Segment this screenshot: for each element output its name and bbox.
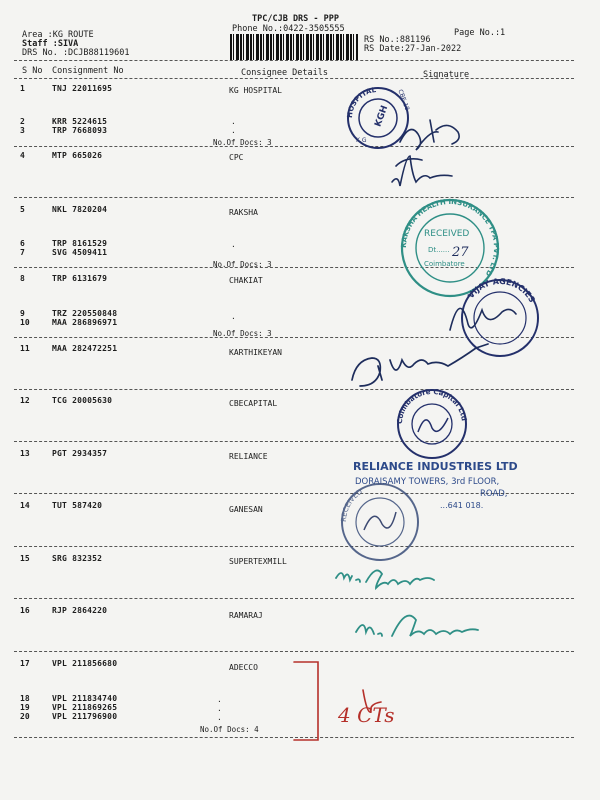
consignment-number: PGT 2934357	[52, 449, 108, 458]
consignment-number: TRZ 220550848	[52, 309, 118, 318]
no-of-docs: No.Of Docs: 4	[200, 725, 259, 734]
svg-text:Coimbatore Capital Ltd	[396, 388, 468, 424]
stamp-text: DORAISAMY TOWERS, 3rd FLOOR,	[355, 477, 500, 487]
consignment-number: TRP 6131679	[52, 274, 108, 283]
consignment-number: TNJ 22011695	[52, 84, 113, 93]
stamp-text: KGH	[373, 104, 391, 129]
handwritten-note	[294, 662, 381, 740]
row-sno: 4	[20, 151, 25, 160]
svg-text:HOSPITAL	[346, 86, 377, 118]
consignment-number: SRG 832352	[52, 554, 103, 563]
stamp-text: VIJAY AGENCIES	[466, 276, 537, 305]
consignment-number: MTP 665026	[52, 151, 103, 160]
consignment-number: VPL 211869265	[52, 703, 118, 712]
row-sno: 5	[20, 205, 25, 214]
consignee-name: RELIANCE	[229, 452, 268, 461]
row-sno: 2	[20, 117, 25, 126]
row-sno: 11	[20, 344, 30, 353]
no-of-docs: No.Of Docs: 3	[213, 138, 272, 147]
row-sno: 8	[20, 274, 25, 283]
row-sno: 19	[20, 703, 30, 712]
consignee-name: KARTHIKEYAN	[229, 348, 282, 357]
kgh-hospital-stamp	[346, 86, 411, 148]
stamp-text: ROAD,	[480, 489, 508, 499]
consignment-number: KRR 5224615	[52, 117, 108, 126]
page-number: Page No.:1	[454, 28, 506, 38]
received-stamp	[340, 484, 418, 560]
row-sno: 10	[20, 318, 30, 327]
row-sno: 15	[20, 554, 30, 563]
column-header-signature: Signature	[423, 70, 470, 80]
stamp-text: Coimbatore	[424, 260, 465, 268]
signature	[392, 120, 459, 186]
report-title: TPC/CJB DRS - PPP	[252, 14, 339, 24]
consignee-name: KG HOSPITAL	[229, 86, 282, 95]
consignment-number: SVG 4509411	[52, 248, 108, 257]
row-sno: 12	[20, 396, 30, 405]
svg-text:VIJAY AGENCIES	[466, 277, 537, 304]
column-header-sno: S No	[22, 66, 43, 76]
handwritten-number: 27	[452, 245, 469, 260]
area-label: Area :KG ROUTE	[22, 30, 94, 40]
consignment-number: VPL 211856680	[52, 659, 118, 668]
stamp-text: CBE-18	[396, 88, 411, 112]
row-sno: 16	[20, 606, 30, 615]
consignment-number: TRP 8161529	[52, 239, 108, 248]
stamp-text: RAKSHA HEALTH INSURANCE TPA PVT. LTD	[399, 197, 501, 278]
row-sno: 6	[20, 239, 25, 248]
row-sno: 1	[20, 84, 25, 93]
row-sno: 7	[20, 248, 25, 257]
consignment-number: TUT 587420	[52, 501, 103, 510]
svg-text:RECEIVED	[340, 488, 364, 523]
consignment-number: MAA 282472251	[52, 344, 118, 353]
dot-marker: .	[231, 312, 236, 321]
stamp-text: ...641 018.	[440, 501, 484, 510]
row-sno: 9	[20, 309, 25, 318]
consignee-name: GANESAN	[229, 505, 263, 514]
signature	[336, 570, 478, 636]
stamp-text: RELIANCE INDUSTRIES LTD	[353, 460, 518, 473]
row-sno: 3	[20, 126, 25, 135]
signature	[352, 344, 488, 386]
stamp-text: K.G	[356, 137, 367, 144]
signature	[450, 308, 516, 330]
no-of-docs: No.Of Docs: 3	[213, 329, 272, 338]
stamp-text: RECEIVED	[339, 487, 364, 523]
dot-marker: .	[217, 713, 222, 722]
drs-number: DRS No. :DCJB88119601	[22, 48, 130, 58]
consignment-number: TRP 7668093	[52, 126, 108, 135]
stamp-text: RECEIVED	[424, 229, 470, 239]
capital-ltd-stamp	[396, 388, 468, 458]
consignment-number: VPL 211796900	[52, 712, 118, 721]
consignee-name: CHAKIAT	[229, 276, 263, 285]
dot-marker: .	[217, 704, 222, 713]
handwritten-note-text: 4 CTs	[338, 703, 395, 727]
consignee-name: RAMARAJ	[229, 611, 263, 620]
row-sno: 14	[20, 501, 30, 510]
row-sno: 13	[20, 449, 30, 458]
consignment-number: TCG 20005630	[52, 396, 113, 405]
consignment-number: RJP 2864220	[52, 606, 108, 615]
dot-marker: .	[231, 240, 236, 249]
no-of-docs: No.Of Docs: 3	[213, 260, 272, 269]
stamp-text: Coimbatore Capital Ltd	[395, 387, 468, 425]
consignment-number: MAA 286896971	[52, 318, 118, 327]
column-header-consignee: Consignee Details	[241, 68, 328, 78]
consignment-number: NKL 7820204	[52, 205, 108, 214]
consignment-number: VPL 211834740	[52, 694, 118, 703]
consignee-name: RAKSHA	[229, 208, 258, 217]
dot-marker: .	[217, 695, 222, 704]
row-sno: 18	[20, 694, 30, 703]
stamp-text: Dt......	[428, 246, 450, 254]
vijay-agencies-stamp	[462, 277, 538, 356]
consignee-name: CPC	[229, 153, 244, 162]
row-sno: 17	[20, 659, 30, 668]
consignee-name: ADECCO	[229, 663, 258, 672]
column-header-consignment: Consignment No	[52, 66, 124, 76]
rs-date: RS Date:27-Jan-2022	[364, 44, 462, 54]
rs-number: RS No.:881196	[364, 35, 431, 45]
stamp-text: HOSPITAL	[345, 86, 377, 119]
dot-marker: .	[231, 117, 236, 126]
row-sno: 20	[20, 712, 30, 721]
consignee-name: CBECAPITAL	[229, 399, 278, 408]
dot-marker: .	[231, 126, 236, 135]
phone-number: Phone No.:0422-3505555	[232, 24, 345, 34]
staff-label: Staff :SIVA	[22, 39, 79, 49]
consignee-name: SUPERTEXMILL	[229, 557, 287, 566]
